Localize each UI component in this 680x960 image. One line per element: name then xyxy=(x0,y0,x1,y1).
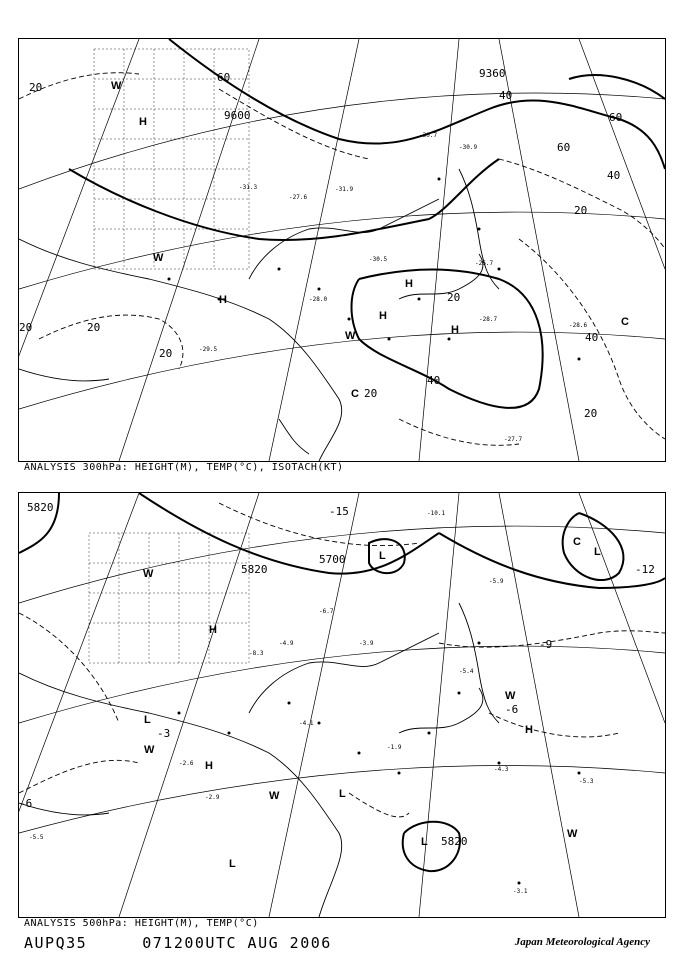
isotach-label: 60 xyxy=(557,141,571,154)
graticule xyxy=(19,39,665,461)
station-temp: -30.9 xyxy=(459,144,478,151)
isotherm-label: -6 xyxy=(19,797,33,810)
isotherm-label: -9 xyxy=(539,638,553,651)
isotherm-label: -6 xyxy=(505,703,519,716)
height-label: 5820 xyxy=(241,563,268,576)
station-temp: -26.7 xyxy=(475,260,494,267)
system-label: W xyxy=(505,690,516,702)
map-300hpa xyxy=(19,39,665,461)
station-temp: -1.9 xyxy=(387,744,402,751)
system-label: C xyxy=(573,536,581,548)
isotherm-labels xyxy=(19,505,655,810)
isotach-label: 20 xyxy=(159,347,173,360)
isotach-label: 20 xyxy=(87,321,101,334)
isotherm-label: -15 xyxy=(329,505,349,518)
system-label: H xyxy=(139,116,147,128)
station-temp: -28.7 xyxy=(479,316,498,323)
height-label: 5700 xyxy=(319,553,346,566)
isotach-label: 40 xyxy=(499,89,513,102)
system-label: H xyxy=(219,294,227,306)
station-plots xyxy=(168,178,581,361)
isotach-label: 20 xyxy=(584,407,598,420)
isotach-labels xyxy=(19,71,622,420)
isotach-label: 40 xyxy=(585,331,599,344)
map-500hpa xyxy=(19,493,665,917)
station-temp: -28.6 xyxy=(569,322,588,329)
system-label: L xyxy=(339,788,346,800)
isotach-contours xyxy=(19,73,665,446)
station-temp: -8.3 xyxy=(249,650,264,657)
isotherm-label: -3 xyxy=(157,727,171,740)
system-label: W xyxy=(269,790,280,802)
system-labels xyxy=(111,80,629,400)
panel-caption-500hpa: ANALYSIS 500hPa: HEIGHT(M), TEMP(°C) xyxy=(24,918,259,929)
station-temp: -4.3 xyxy=(494,766,509,773)
station-temp: -4.1 xyxy=(299,720,314,727)
station-temp: -3.1 xyxy=(513,888,528,895)
station-temp: -5.4 xyxy=(459,668,474,675)
system-label: C xyxy=(621,316,629,328)
system-label: L xyxy=(421,836,428,848)
map-panel-300hpa xyxy=(18,38,666,462)
isotach-label: 20 xyxy=(574,204,588,217)
station-temp: -27.6 xyxy=(289,194,308,201)
station-temp: -31.3 xyxy=(239,184,258,191)
isotach-label: 60 xyxy=(217,71,231,84)
chart-id-and-time xyxy=(24,934,332,952)
system-label: H xyxy=(525,724,533,736)
system-label: W xyxy=(153,252,164,264)
chart-id: AUPQ35 xyxy=(24,934,88,952)
station-temp: -28.0 xyxy=(309,296,328,303)
height-contours xyxy=(19,493,665,871)
system-label: W xyxy=(143,568,154,580)
system-label: L xyxy=(379,550,386,562)
isotach-label: 40 xyxy=(607,169,621,182)
height-label: 5820 xyxy=(27,501,54,514)
system-label: H xyxy=(205,760,213,772)
station-temp: -5.9 xyxy=(489,578,504,585)
station-temp: -30.7 xyxy=(419,132,438,139)
coastlines xyxy=(19,169,499,461)
system-label: W xyxy=(144,744,155,756)
station-temp: -6.7 xyxy=(319,608,334,615)
station-temp: -29.5 xyxy=(199,346,218,353)
station-temp: -27.7 xyxy=(504,436,523,443)
system-label: L xyxy=(144,714,151,726)
station-temp: -2.9 xyxy=(205,794,220,801)
issuer-label: Japan Meteorological Agency xyxy=(514,936,650,948)
height-labels xyxy=(27,501,468,848)
system-labels xyxy=(143,536,601,870)
system-label: L xyxy=(229,858,236,870)
isotach-label: 20 xyxy=(447,291,461,304)
valid-time: 071200UTC AUG 2006 xyxy=(142,934,332,952)
height-label: 5820 xyxy=(441,835,468,848)
station-temp: -3.9 xyxy=(359,640,374,647)
station-temps xyxy=(199,132,587,443)
system-label: H xyxy=(379,310,387,322)
isotach-label: 20 xyxy=(364,387,378,400)
system-label: L xyxy=(594,546,601,558)
height-label: 9360 xyxy=(479,67,506,80)
system-label: H xyxy=(405,278,413,290)
station-temp: -5.3 xyxy=(579,778,594,785)
station-temp: -4.9 xyxy=(279,640,294,647)
isotherm-contours xyxy=(19,503,665,817)
station-temp: -30.5 xyxy=(369,256,388,263)
height-label: 9600 xyxy=(224,109,251,122)
system-label: W xyxy=(567,828,578,840)
isotach-label: 60 xyxy=(609,111,623,124)
station-plots xyxy=(178,642,581,885)
panel-caption-300hpa: ANALYSIS 300hPa: HEIGHT(M), TEMP(°C), ISOTACH(KT) xyxy=(24,462,344,473)
isotach-label: 20 xyxy=(19,321,33,334)
isotherm-label: -12 xyxy=(635,563,655,576)
station-temp: -31.9 xyxy=(335,186,354,193)
station-temp: -5.5 xyxy=(29,834,44,841)
system-label: W xyxy=(345,330,356,342)
system-label: C xyxy=(351,388,359,400)
station-temp: -2.6 xyxy=(179,760,194,767)
system-label: W xyxy=(111,80,122,92)
isotach-label: 40 xyxy=(427,374,441,387)
station-temp: -10.1 xyxy=(427,510,446,517)
system-label: H xyxy=(451,324,459,336)
map-panel-500hpa xyxy=(18,492,666,918)
isotach-label: 20 xyxy=(29,81,43,94)
system-label: H xyxy=(209,624,217,636)
